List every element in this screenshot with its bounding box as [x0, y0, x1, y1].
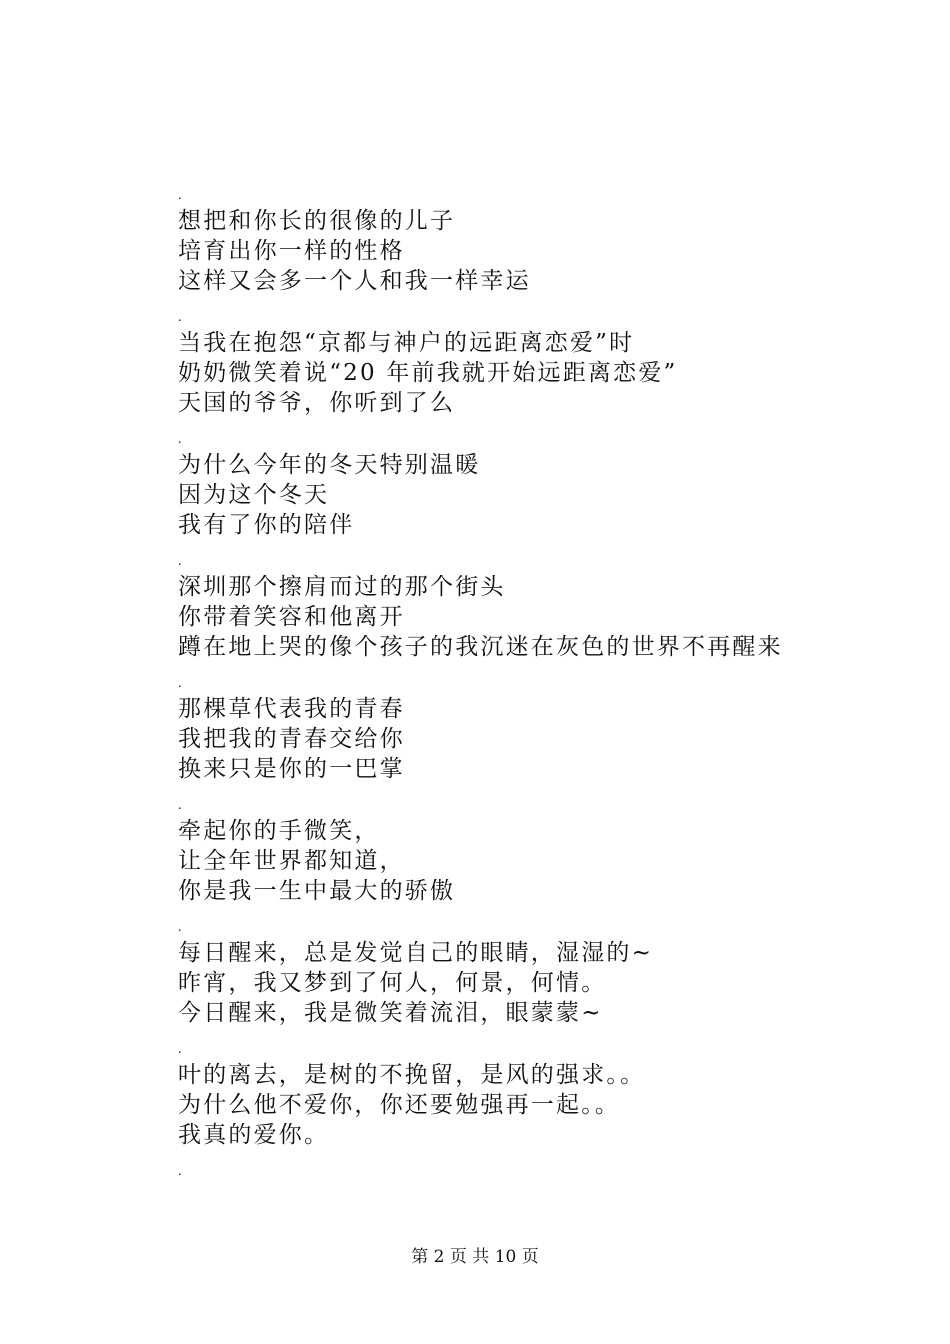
stanza-line: 我有了你的陪伴 — [178, 512, 355, 538]
stanza-8 — [178, 1040, 898, 1150]
stanza-line: 今日醒来，我是微笑着流泪，眼蒙蒙~ — [178, 1000, 603, 1026]
stanza-5 — [178, 674, 898, 784]
stanza-line: 深圳那个擦肩而过的那个街头 — [178, 574, 506, 600]
stanza-line: 为什么今年的冬天特别温暖 — [178, 452, 481, 478]
stanza-line: 蹲在地上哭的像个孩子的我沉迷在灰色的世界不再醒来 — [178, 634, 783, 660]
stanza-line: 牵起你的手微笑， — [178, 818, 380, 844]
stanza-line: 我真的爱你。 — [178, 1122, 330, 1148]
stanza-marker: . — [178, 676, 182, 691]
stanza-line: 你是我一生中最大的骄傲 — [178, 878, 456, 904]
stanza-line: 奶奶微笑着说“20 年前我就开始远距离恋爱” — [178, 360, 678, 386]
stanza-line: 让全年世界都知道， — [178, 848, 405, 874]
stanza-line: 天国的爷爷，你听到了么 — [178, 390, 456, 416]
stanza-line: 因为这个冬天 — [178, 482, 330, 508]
stanza-line: 我把我的青春交给你 — [178, 726, 405, 752]
stanza-7 — [178, 918, 898, 1028]
stanza-3 — [178, 430, 898, 540]
stanza-line: 想把和你长的很像的儿子 — [178, 208, 456, 234]
stanza-marker: . — [178, 920, 182, 935]
stanza-line: 培育出你一样的性格 — [178, 238, 405, 264]
poem-body — [178, 186, 898, 1182]
stanza-line: 那棵草代表我的青春 — [178, 696, 405, 722]
stanza-line: 这样又会多一个人和我一样幸运 — [178, 268, 531, 294]
stanza-marker: . — [178, 432, 182, 447]
end-marker: . — [178, 1164, 182, 1179]
stanza-line: 昨宵，我又梦到了何人，何景，何情。 — [178, 970, 607, 996]
stanza-1 — [178, 186, 898, 296]
stanza-marker: . — [178, 798, 182, 813]
stanza-2 — [178, 308, 898, 418]
stanza-marker: . — [178, 188, 182, 203]
stanza-line: 为什么他不爱你，你还要勉强再一起。。 — [178, 1092, 621, 1118]
stanza-line: 当我在抱怨“京都与神户的远距离恋爱”时 — [178, 330, 635, 356]
stanza-4 — [178, 552, 898, 662]
stanza-6 — [178, 796, 898, 906]
stanza-line: 换来只是你的一巴掌 — [178, 756, 405, 782]
page-footer: 第 2 页 共 10 页 — [411, 1247, 539, 1267]
stanza-line: 你带着笑容和他离开 — [178, 604, 405, 630]
stanza-marker: . — [178, 310, 182, 325]
stanza-line: 每日醒来，总是发觉自己的眼睛，湿湿的~ — [178, 940, 654, 966]
stanza-marker: . — [178, 554, 182, 569]
stanza-marker: . — [178, 1042, 182, 1057]
stanza-line: 叶的离去，是树的不挽留，是风的强求。。 — [178, 1062, 646, 1088]
